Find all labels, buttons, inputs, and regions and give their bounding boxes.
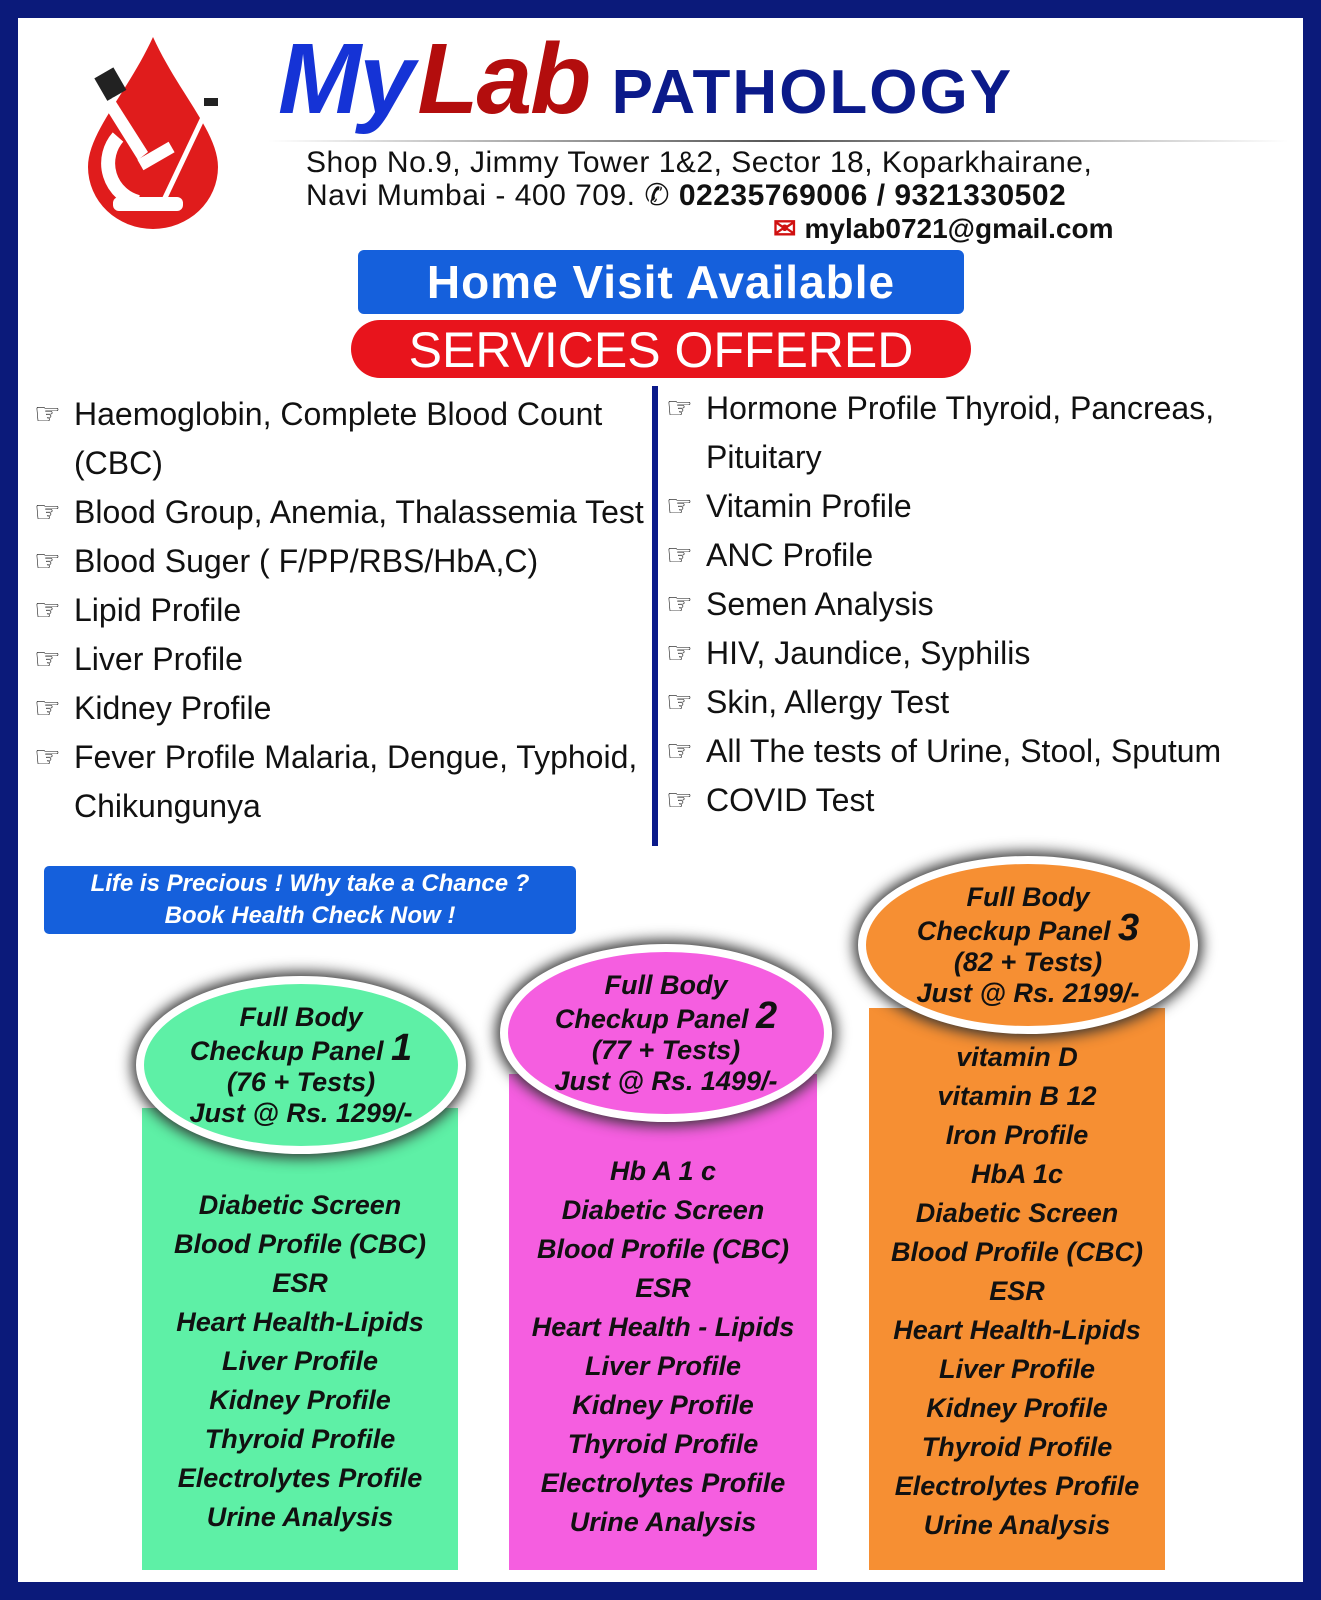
panel-header-oval <box>500 944 832 1122</box>
pointing-hand-icon: ☞ <box>666 637 693 670</box>
home-visit-banner: Home Visit Available <box>358 250 964 314</box>
panel-test-item: Thyroid Profile <box>204 1424 396 1454</box>
service-label: Hormone Profile Thyroid, Pancreas, Pituitary <box>706 390 1215 475</box>
pointing-hand-icon: ☞ <box>666 490 693 523</box>
panel-title-row <box>144 1026 458 1069</box>
service-label: Blood Group, Anemia, Thalassemia Test <box>74 494 644 530</box>
panel-test-item: ESR <box>635 1273 691 1303</box>
flyer <box>18 18 1303 1582</box>
panel-test-item: Blood Profile (CBC) <box>891 1237 1143 1267</box>
service-item <box>666 384 1296 482</box>
divider <box>268 140 1288 142</box>
service-label: Skin, Allergy Test <box>706 684 950 720</box>
phone-icon: ✆ <box>644 179 670 212</box>
panel-test-item: Kidney Profile <box>926 1393 1108 1423</box>
pointing-hand-icon: ☞ <box>34 643 61 676</box>
pointing-hand-icon: ☞ <box>666 392 693 425</box>
phone: 02235769006 / 9321330502 <box>678 179 1067 212</box>
service-label: Haemoglobin, Complete Blood Count (CBC) <box>74 396 603 481</box>
pointing-hand-icon: ☞ <box>34 594 61 627</box>
service-label: COVID Test <box>706 782 875 818</box>
pointing-hand-icon: ☞ <box>666 588 693 621</box>
pointing-hand-icon: ☞ <box>34 398 61 431</box>
panel-header-oval <box>858 856 1198 1034</box>
pointing-hand-icon: ☞ <box>34 545 61 578</box>
checkup-panel-card <box>509 1074 817 1570</box>
panel-test-item: Hb A 1 c <box>609 1156 717 1186</box>
service-item <box>34 390 644 488</box>
services-banner: SERVICES OFFERED <box>351 320 971 378</box>
panel-test-item: Diabetic Screen <box>561 1195 765 1225</box>
panel-test-item: Heart Health-Lipids <box>176 1307 424 1337</box>
panel-test-item: Blood Profile (CBC) <box>174 1229 426 1259</box>
panel-title: Full Body <box>239 1001 363 1032</box>
service-label: Semen Analysis <box>706 586 934 622</box>
pointing-hand-icon: ☞ <box>34 692 61 725</box>
service-label: All The tests of Urine, Stool, Sputum <box>706 733 1222 769</box>
panel-price: Just @ Rs. 1299/- <box>189 1097 413 1128</box>
service-item <box>34 684 644 733</box>
service-item <box>666 629 1296 678</box>
services-left <box>34 390 644 831</box>
panel-number: 1 <box>390 1026 413 1069</box>
service-item <box>666 482 1296 531</box>
pointing-hand-icon: ☞ <box>666 539 693 572</box>
service-item <box>34 635 644 684</box>
service-item <box>34 733 644 831</box>
pointing-hand-icon: ☞ <box>666 735 693 768</box>
service-label: Lipid Profile <box>74 592 242 628</box>
panel-test-item: Electrolytes Profile <box>894 1471 1140 1501</box>
panel-test-item: Thyroid Profile <box>567 1429 759 1459</box>
panel-test-item: Heart Health - Lipids <box>531 1312 795 1342</box>
panel-test-item: Heart Health-Lipids <box>893 1315 1141 1345</box>
panel-title: Full Body <box>966 881 1090 912</box>
address: Shop No.9, Jimmy Tower 1&2, Sector 18, Koparkhairane, Navi Mumbai - 400 709. ✆ 02235769006 / 9321330502 <box>306 146 1093 212</box>
mail-icon: ✉ <box>773 213 797 244</box>
pointing-hand-icon: ☞ <box>666 686 693 719</box>
service-label: Fever Profile Malaria, Dengue, Typhoid, Chikungunya <box>74 739 638 824</box>
email: ✉ mylab0721@gmail.com <box>773 213 1114 244</box>
panel-title: Checkup Panel <box>189 1035 384 1066</box>
panel-test-item: Diabetic Screen <box>198 1190 402 1220</box>
panel-test-item: Electrolytes Profile <box>177 1463 423 1493</box>
pointing-hand-icon: ☞ <box>34 741 61 774</box>
panel-test-item: ESR <box>989 1276 1045 1306</box>
service-item <box>34 586 644 635</box>
panel-test-item: Diabetic Screen <box>915 1198 1119 1228</box>
panel-price: Just @ Rs. 2199/- <box>916 977 1140 1008</box>
panel-title: Full Body <box>604 969 728 1000</box>
service-label: HIV, Jaundice, Syphilis <box>706 635 1031 671</box>
panel-test-count: (82 + Tests) <box>953 946 1103 977</box>
panel-test-item: Electrolytes Profile <box>540 1468 786 1498</box>
checkup-panel-card <box>142 1108 458 1570</box>
brand-title: My Lab PATHOLOGY <box>278 23 1014 135</box>
services-right <box>666 384 1296 825</box>
panel-header-oval <box>136 976 466 1154</box>
panel-title-row <box>866 906 1190 949</box>
panel-test-item: Liver Profile <box>221 1346 379 1376</box>
service-label: Vitamin Profile <box>706 488 912 524</box>
panel-test-count: (77 + Tests) <box>591 1034 741 1065</box>
service-item <box>666 727 1296 776</box>
tagline: Life is Precious ! Why take a Chance ? Book Health Check Now ! <box>44 866 576 934</box>
panel-number: 2 <box>755 994 778 1037</box>
service-item <box>34 488 644 537</box>
panel-test-item: Urine Analysis <box>206 1502 394 1532</box>
service-label: Blood Suger ( F/PP/RBS/HbA,C) <box>74 543 539 579</box>
pointing-hand-icon: ☞ <box>34 496 61 529</box>
panel-test-item: Liver Profile <box>584 1351 742 1381</box>
service-label: Kidney Profile <box>74 690 272 726</box>
pointing-hand-icon: ☞ <box>666 784 693 817</box>
panel-title: Checkup Panel <box>554 1003 749 1034</box>
service-label: ANC Profile <box>706 537 874 573</box>
panel-test-item: Urine Analysis <box>569 1507 757 1537</box>
panel-test-item: ESR <box>272 1268 328 1298</box>
service-item <box>666 580 1296 629</box>
panel-price: Just @ Rs. 1499/- <box>554 1065 778 1096</box>
panel-title-row <box>508 994 824 1037</box>
panel-number: 3 <box>1117 906 1140 949</box>
panel-title: Checkup Panel <box>916 915 1111 946</box>
panel-test-item: Thyroid Profile <box>921 1432 1113 1462</box>
service-item <box>34 537 644 586</box>
panel-test-item: Kidney Profile <box>572 1390 754 1420</box>
panel-test-item: HbA 1c <box>970 1159 1064 1189</box>
lab-logo-icon <box>68 32 238 232</box>
panel-test-item: vitamin D <box>956 1042 1078 1072</box>
panel-test-item: Blood Profile (CBC) <box>537 1234 789 1264</box>
panel-test-item: Kidney Profile <box>209 1385 391 1415</box>
panel-test-count: (76 + Tests) <box>226 1066 376 1097</box>
checkup-panel-card <box>869 1008 1165 1570</box>
panel-test-item: Urine Analysis <box>923 1510 1111 1540</box>
service-item <box>666 776 1296 825</box>
panel-test-item: vitamin B 12 <box>937 1081 1097 1111</box>
service-item <box>666 531 1296 580</box>
panel-test-item: Liver Profile <box>938 1354 1096 1384</box>
service-label: Liver Profile <box>74 641 243 677</box>
service-item <box>666 678 1296 727</box>
panel-test-item: Iron Profile <box>945 1120 1089 1150</box>
column-divider <box>652 386 658 846</box>
